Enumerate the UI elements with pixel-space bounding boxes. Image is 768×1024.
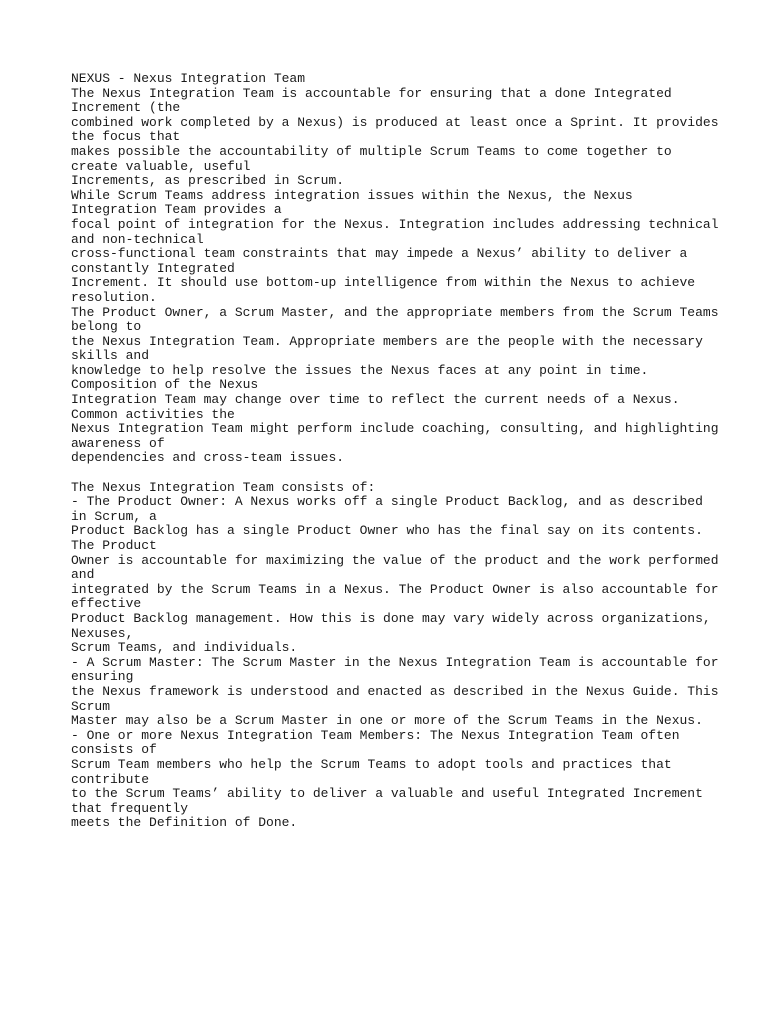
document-line: The Product [71, 538, 157, 553]
document-line: and non-technical [71, 231, 204, 247]
document-line: Scrum [71, 698, 111, 714]
document-line: combined work completed by a Nexus) is produced at least once a Sprint. It provides [71, 114, 719, 130]
document-line: cross-functional team constraints that may impede a Nexus’ ability to deliver a [71, 246, 688, 262]
document-line: While Scrum Teams address integration issues within the Nexus, the Nexus [71, 187, 633, 203]
document-body [71, 72, 761, 831]
document-line: contribute [71, 771, 150, 787]
document-line: constantly Integrated [71, 260, 235, 276]
document-line: the focus that [71, 129, 181, 145]
document-line: dependencies and cross-team issues. [71, 450, 345, 466]
document-line: the Nexus framework is understood and enacted as described in the Nexus Guide. This [71, 683, 719, 699]
document-line [71, 466, 761, 481]
document-line: - A Scrum Master: The Scrum Master in the Nexus Integration Team is accountable for [71, 654, 719, 670]
document-line: create valuable, useful [71, 158, 251, 174]
document-line: belong to [71, 319, 142, 335]
document-line: awareness of [71, 435, 165, 451]
document-line: The Nexus Integration Team is accountable for ensuring that a done Integrated [71, 85, 672, 101]
document-line: - One or more Nexus Integration Team Members: The Nexus Integration Team often [71, 727, 680, 743]
document-line: Scrum Team members who help the Scrum Teams to adopt tools and practices that [71, 756, 672, 772]
document-line: Nexuses, [71, 625, 134, 641]
document-line: effective [71, 596, 142, 612]
document-line: focal point of integration for the Nexus. Integration includes addressing technical [71, 216, 719, 232]
document-line: skills and [71, 348, 150, 364]
document-line: consists of [71, 742, 157, 758]
document-line: Scrum Teams, and individuals. [71, 640, 298, 656]
document-line: The Nexus Integration Team consists of: [71, 479, 376, 495]
document-line: in Scrum, a [71, 508, 157, 524]
document-line: - The Product Owner: A Nexus works off a single Product Backlog, and as described [71, 494, 703, 510]
document-line: Product Backlog management. How this is done may vary widely across organizations, [71, 610, 711, 626]
document-line: ensuring [71, 669, 134, 685]
document-line: meets the Definition of Done. [71, 815, 298, 831]
document-line: Common activities the [71, 406, 235, 422]
document-line: integrated by the Scrum Teams in a Nexus. The Product Owner is also accountable for [71, 581, 719, 597]
document-line: resolution. [71, 289, 157, 305]
document-line: the Nexus Integration Team. Appropriate members are the people with the necessary [71, 333, 703, 349]
document-line: Master may also be a Scrum Master in one or more of the Scrum Teams in the Nexus. [71, 713, 703, 729]
document-line: Increment. It should use bottom-up intelligence from within the Nexus to achieve [71, 275, 696, 291]
document-line: The Product Owner, a Scrum Master, and the appropriate members from the Scrum Teams [71, 304, 719, 320]
document-line: Nexus Integration Team might perform include coaching, consulting, and highlighting [71, 421, 719, 437]
document-line: Integration Team may change over time to reflect the current needs of a Nexus. [71, 392, 680, 408]
document-line: knowledge to help resolve the issues the Nexus faces at any point in time. [71, 362, 649, 378]
document-line: Integration Team provides a [71, 202, 282, 218]
document-line: to the Scrum Teams’ ability to deliver a valuable and useful Integrated Increment [71, 786, 703, 802]
document-line: that frequently [71, 800, 189, 816]
document-line: and [71, 567, 95, 583]
document-line: Increments, as prescribed in Scrum. [71, 173, 345, 189]
document-line: Increment (the [71, 100, 181, 116]
document-line: NEXUS - Nexus Integration Team [71, 71, 306, 86]
document-line: Owner is accountable for maximizing the value of the product and the work performed [71, 552, 719, 568]
document-line: makes possible the accountability of multiple Scrum Teams to come together to [71, 143, 672, 159]
document-line: Composition of the Nexus [71, 377, 259, 393]
document-line: Product Backlog has a single Product Owner who has the final say on its contents. [71, 523, 703, 539]
